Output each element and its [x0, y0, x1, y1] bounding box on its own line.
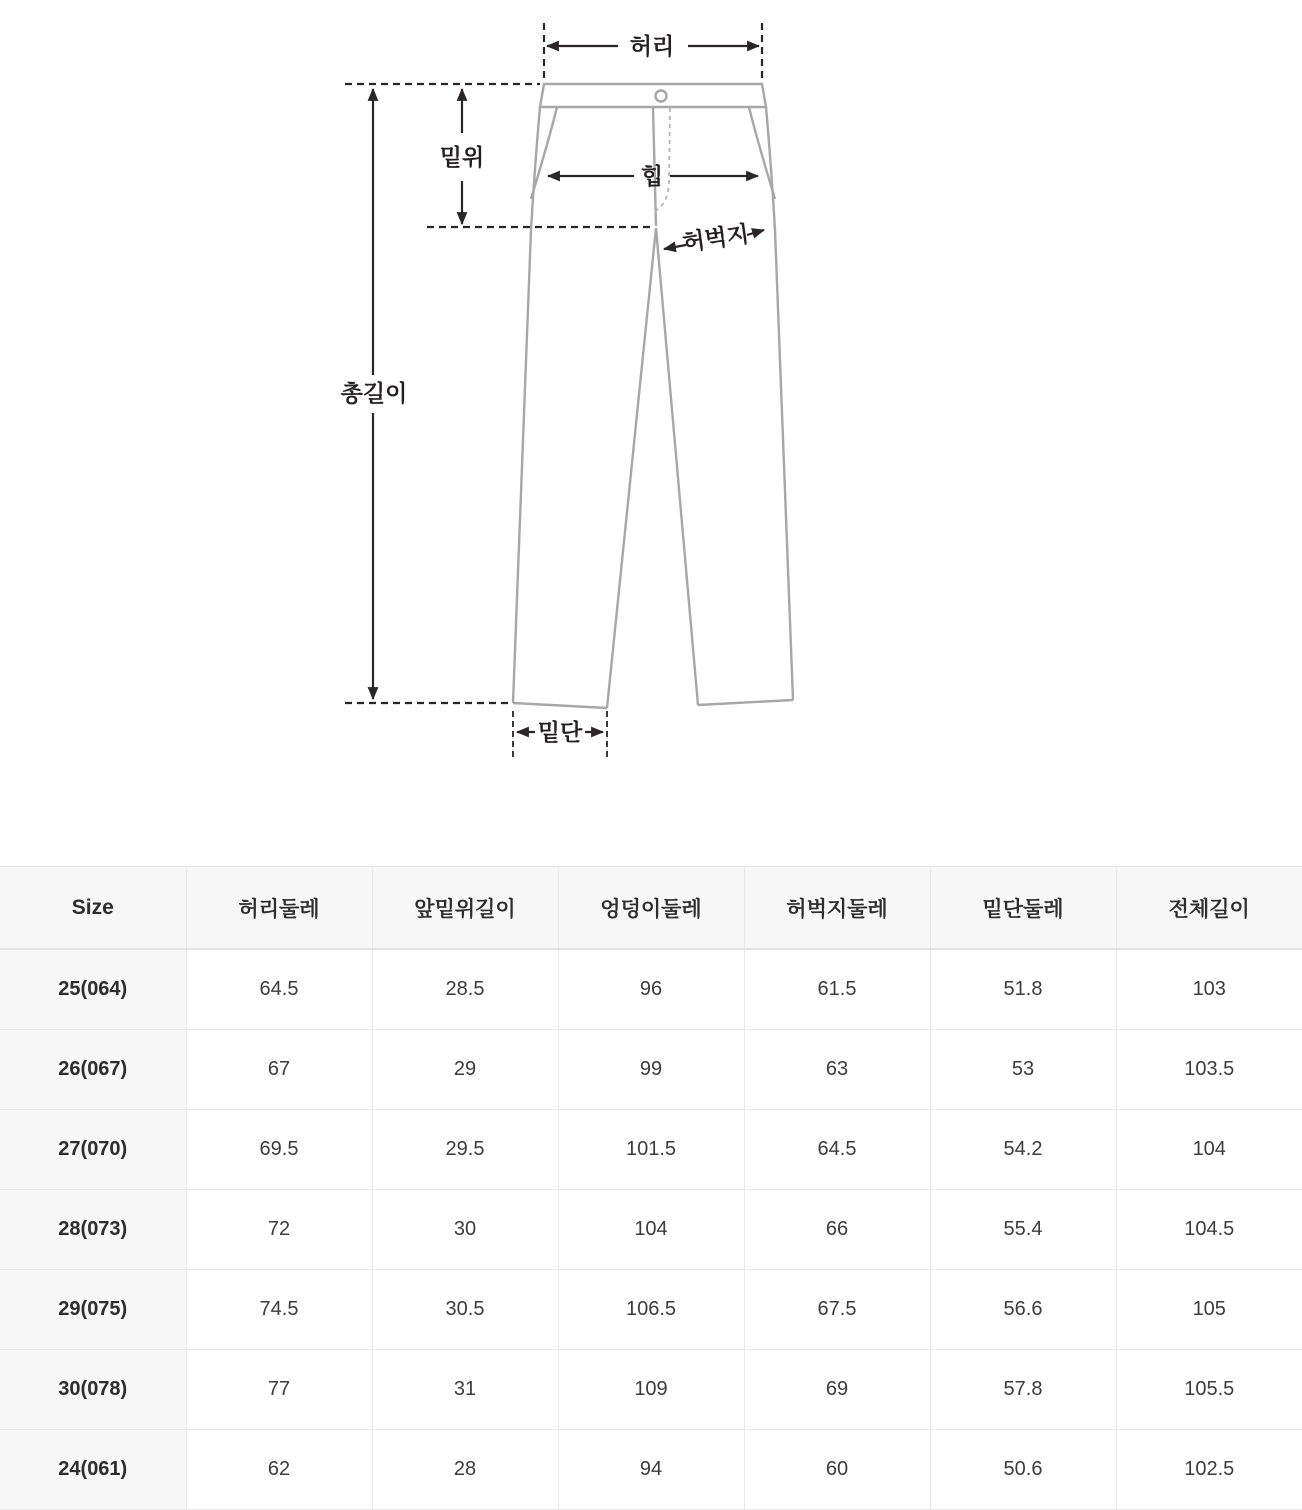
value-cell: 54.2 — [930, 1110, 1116, 1190]
value-cell: 105 — [1116, 1270, 1302, 1350]
value-cell: 29 — [372, 1030, 558, 1110]
value-cell: 56.6 — [930, 1270, 1116, 1350]
hip-label: 힙 — [640, 163, 664, 189]
value-cell: 64.5 — [186, 949, 372, 1030]
value-cell: 31 — [372, 1350, 558, 1430]
left-hem-line — [513, 703, 607, 708]
value-cell: 28.5 — [372, 949, 558, 1030]
value-cell: 63 — [744, 1030, 930, 1110]
value-cell: 67.5 — [744, 1270, 930, 1350]
value-cell: 104 — [558, 1190, 744, 1270]
size-table-header — [0, 867, 1302, 950]
value-cell: 57.8 — [930, 1350, 1116, 1430]
value-cell: 51.8 — [930, 949, 1116, 1030]
right-pocket — [749, 107, 775, 199]
col-header-hem: 밑단둘레 — [930, 867, 1116, 950]
value-cell: 96 — [558, 949, 744, 1030]
right-outer-seam — [766, 107, 793, 700]
button — [656, 91, 667, 102]
value-cell: 94 — [558, 1430, 744, 1510]
value-cell: 53 — [930, 1030, 1116, 1110]
size-cell: 28(073) — [0, 1190, 186, 1270]
value-cell: 60 — [744, 1430, 930, 1510]
size-cell: 30(078) — [0, 1350, 186, 1430]
table-row — [0, 1270, 1302, 1350]
left-inner-seam — [607, 228, 656, 708]
value-cell: 30 — [372, 1190, 558, 1270]
size-cell: 25(064) — [0, 949, 186, 1030]
value-cell: 77 — [186, 1350, 372, 1430]
value-cell: 102.5 — [1116, 1430, 1302, 1510]
col-header-total-length: 전체길이 — [1116, 867, 1302, 950]
value-cell: 106.5 — [558, 1270, 744, 1350]
value-cell: 104 — [1116, 1110, 1302, 1190]
value-cell: 69.5 — [186, 1110, 372, 1190]
value-cell: 103.5 — [1116, 1030, 1302, 1110]
size-cell: 27(070) — [0, 1110, 186, 1190]
table-row — [0, 1430, 1302, 1510]
value-cell: 55.4 — [930, 1190, 1116, 1270]
col-header-thigh: 허벅지둘레 — [744, 867, 930, 950]
value-cell: 66 — [744, 1190, 930, 1270]
value-cell: 67 — [186, 1030, 372, 1110]
table-row — [0, 1350, 1302, 1430]
waist-label: 허리 — [629, 33, 675, 59]
rise-label: 밑위 — [439, 144, 485, 170]
size-cell: 26(067) — [0, 1030, 186, 1110]
thigh-label: 허벅지 — [680, 220, 751, 256]
table-row — [0, 1030, 1302, 1110]
col-header-size: Size — [0, 867, 186, 950]
right-hem-line — [698, 700, 793, 705]
size-cell: 29(075) — [0, 1270, 186, 1350]
left-pocket — [531, 107, 557, 199]
thigh-arrow-right — [747, 230, 764, 235]
waistband — [540, 84, 766, 107]
table-row — [0, 1110, 1302, 1190]
hem-label: 밑단 — [537, 719, 583, 745]
value-cell: 50.6 — [930, 1430, 1116, 1510]
value-cell: 104.5 — [1116, 1190, 1302, 1270]
total-length-label: 총길이 — [340, 380, 408, 406]
value-cell: 61.5 — [744, 949, 930, 1030]
value-cell: 109 — [558, 1350, 744, 1430]
value-cell: 62 — [186, 1430, 372, 1510]
table-row — [0, 1190, 1302, 1270]
col-header-front-rise: 앞밑위길이 — [372, 867, 558, 950]
left-outer-seam — [513, 107, 540, 703]
value-cell: 72 — [186, 1190, 372, 1270]
col-header-hip: 엉덩이둘레 — [558, 867, 744, 950]
value-cell: 105.5 — [1116, 1350, 1302, 1430]
value-cell: 69 — [744, 1350, 930, 1430]
size-table-body — [0, 949, 1302, 1510]
value-cell: 30.5 — [372, 1270, 558, 1350]
measure-lines — [345, 23, 764, 757]
value-cell: 101.5 — [558, 1110, 744, 1190]
table-row — [0, 949, 1302, 1030]
value-cell: 74.5 — [186, 1270, 372, 1350]
value-cell: 99 — [558, 1030, 744, 1110]
value-cell: 64.5 — [744, 1110, 930, 1190]
col-header-waist: 허리둘레 — [186, 867, 372, 950]
value-cell: 28 — [372, 1430, 558, 1510]
header-row — [0, 867, 1302, 950]
size-table — [0, 866, 1302, 1510]
value-cell: 29.5 — [372, 1110, 558, 1190]
right-inner-seam — [656, 228, 698, 705]
value-cell: 103 — [1116, 949, 1302, 1030]
size-cell: 24(061) — [0, 1430, 186, 1510]
